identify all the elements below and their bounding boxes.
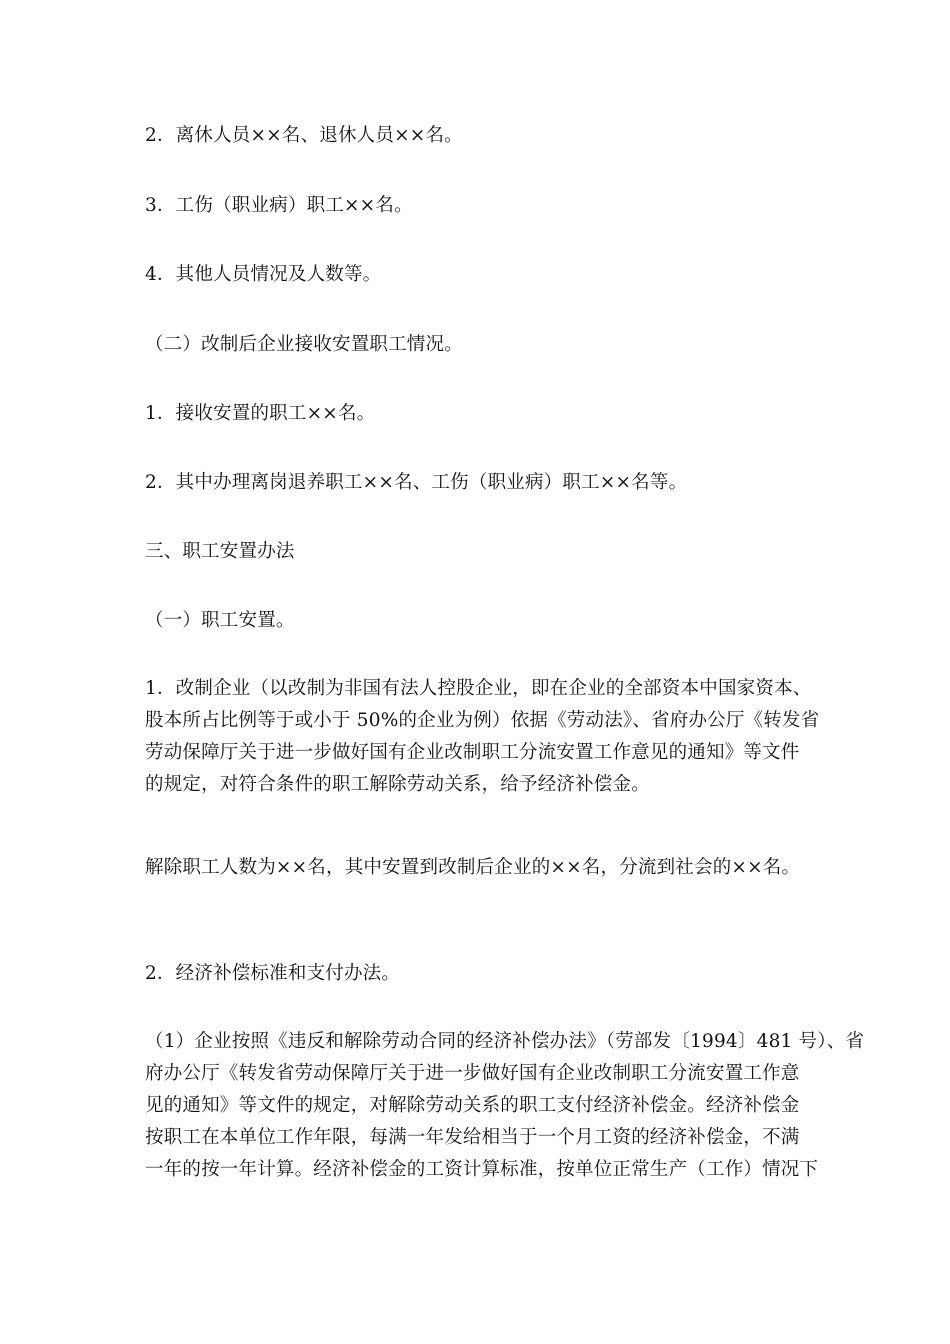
paragraph-line: 的规定，对符合条件的职工解除劳动关系，给予经济补偿金。 <box>145 774 650 795</box>
paragraph-line: （1）企业按照《违反和解除劳动合同的经济补偿办法》（劳部发〔1994〕481 号）、省 <box>145 1031 865 1052</box>
paragraph-line: 劳动保障厅关于进一步做好国有企业改制职工分流安置工作意见的通知》等文件 <box>145 742 800 763</box>
paragraph-line: 股本所占比例等于或小于 50%的企业为例）依据《劳动法》、省府办公厅《转发省 <box>145 710 820 731</box>
subsection-heading-staff-placement: （一）职工安置。 <box>145 610 295 631</box>
paragraph-line: 一年的按一年计算。经济补偿金的工资计算标准，按单位正常生产（工作）情况下 <box>145 1159 819 1180</box>
accepted-staff-line: 1．接收安置的职工××名。 <box>145 403 376 424</box>
section-heading-placement-after-restructure: （二）改制后企业接收安置职工情况。 <box>145 334 463 355</box>
early-retirement-line: 2．其中办理离岗退养职工××名、工伤（职业病）职工××名等。 <box>145 472 688 493</box>
section-heading-placement-methods: 三、职工安置办法 <box>145 541 295 562</box>
retired-staff-line: 2．离休人员××名、退休人员××名。 <box>145 125 463 146</box>
compensation-standard-heading: 2．经济补偿标准和支付办法。 <box>145 963 401 984</box>
paragraph-line: 1．改制企业（以改制为非国有法人控股企业，即在企业的全部资本中国家资本、 <box>145 678 812 699</box>
restructuring-paragraph <box>145 673 825 801</box>
paragraph-line: 府办公厅《转发省劳动保障厅关于进一步做好国有企业改制职工分流安置工作意 <box>145 1063 800 1084</box>
paragraph-line: 见的通知》等文件的规定，对解除劳动关系的职工支付经济补偿金。经济补偿金 <box>145 1095 800 1116</box>
injured-staff-line: 3．工伤（职业病）职工××名。 <box>145 195 413 216</box>
dismissed-staff-line: 解除职工人数为××名，其中安置到改制后企业的××名，分流到社会的××名。 <box>145 857 801 878</box>
paragraph-line: 按职工在本单位工作年限，每满一年发给相当于一个月工资的经济补偿金，不满 <box>145 1127 800 1148</box>
other-staff-line: 4．其他人员情况及人数等。 <box>145 264 382 285</box>
compensation-paragraph <box>145 1026 865 1186</box>
